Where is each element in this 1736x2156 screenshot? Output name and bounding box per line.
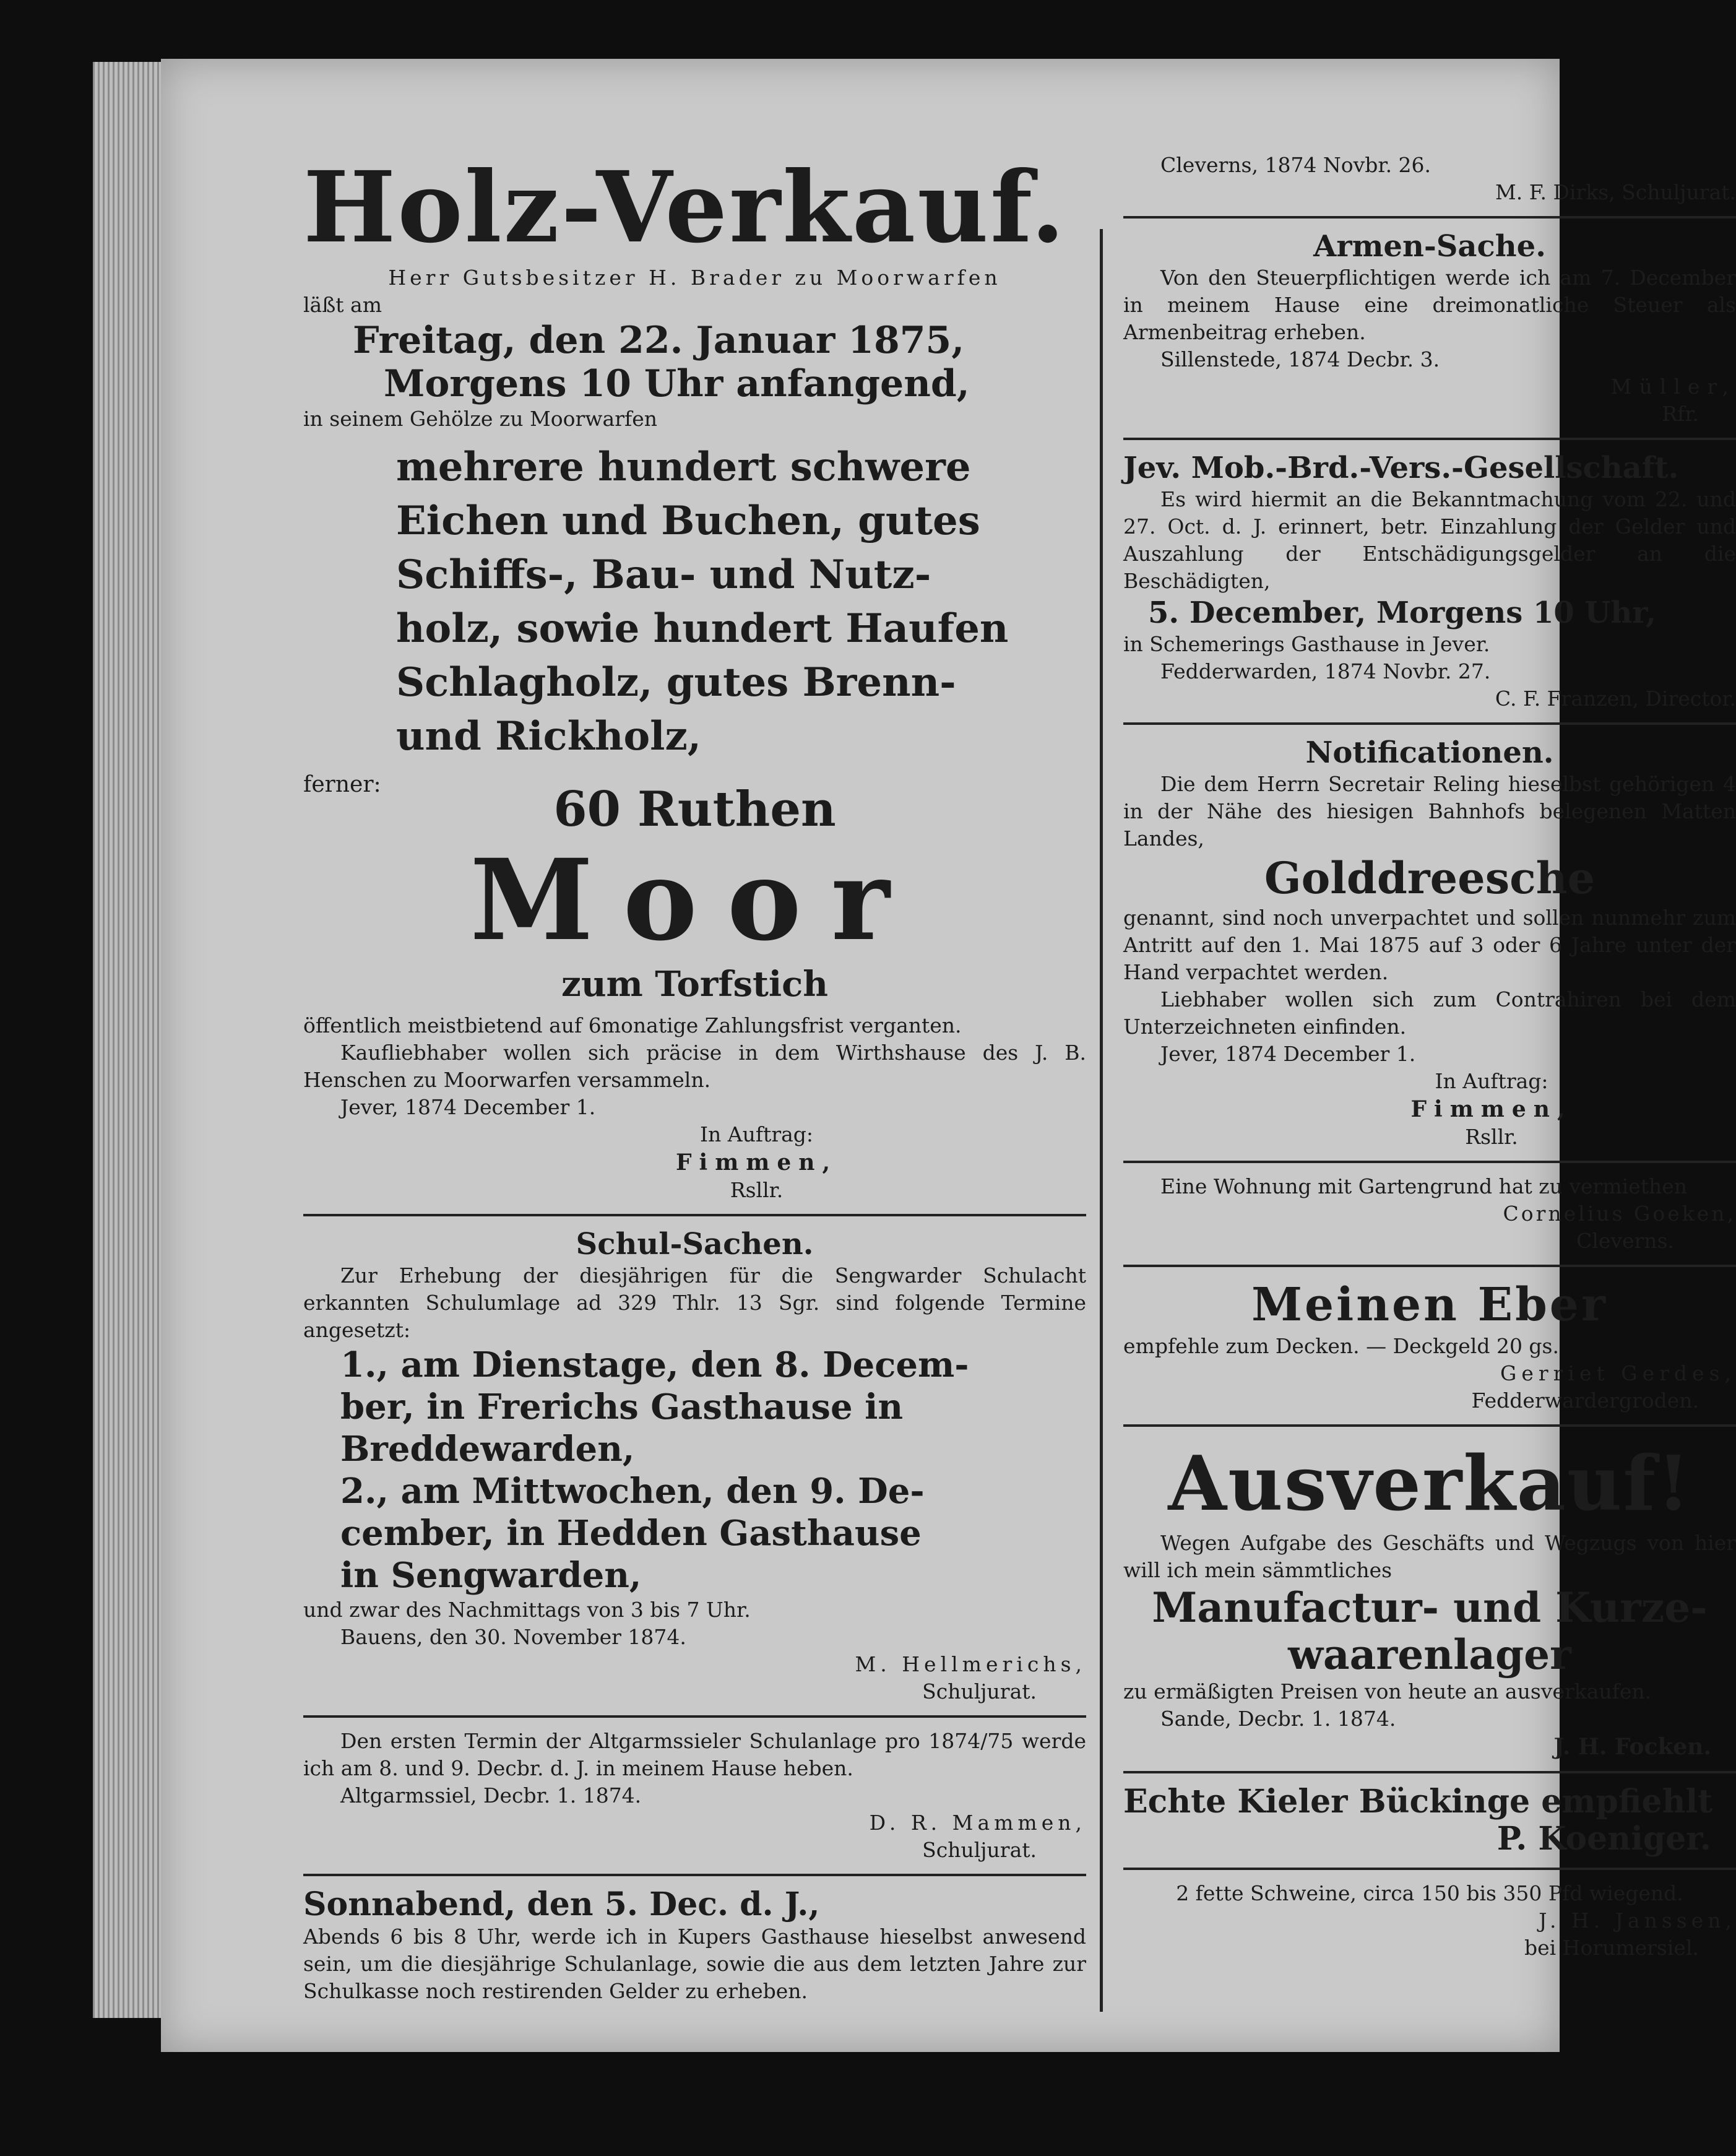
ad-text: Den ersten Termin der Altgarmssieler Schulanlage pro 1874/75 werde ich am 8. und 9. Decbr. d. J. in meinem Hause heben. bbox=[303, 1729, 1086, 1780]
newspaper-page bbox=[161, 59, 1736, 2052]
ad-text: Liebhaber wollen sich zum Contrahiren bei dem Unterzeichneten einfinden. bbox=[1123, 987, 1736, 1039]
place: bei Horumersiel. bbox=[1524, 1936, 1699, 1960]
section-rule bbox=[303, 1715, 1086, 1718]
signer: J. H. Focken. bbox=[1553, 1734, 1711, 1760]
ausverkauf-ad bbox=[1123, 1437, 1736, 1761]
signer: Fimmen, bbox=[675, 1149, 838, 1175]
holz-verkauf-ad bbox=[303, 152, 1086, 1204]
auftrag-label: In Auftrag: bbox=[699, 1122, 814, 1146]
ad-text: genannt, sind noch unverpachtet und sollen nunmehr zum Antritt auf den 1. Mai 1875 auf 3 oder 6 Jahre unter der Hand verpachtet werden. bbox=[1123, 906, 1736, 984]
signer: M. F. Dirks, Schuljurat. bbox=[1495, 180, 1736, 204]
term-line: in Sengwarden, bbox=[340, 1555, 642, 1596]
ad-text: zu ermäßigten Preisen von heute an ausverkaufen. bbox=[1123, 1679, 1652, 1704]
signer: D. R. Mammen, bbox=[869, 1811, 1086, 1835]
section-rule bbox=[1123, 216, 1736, 219]
ad-text: Kaufliebhaber wollen sich präcise in dem Wirthshause des J. B. Henschen zu Moorwarfen versammeln. bbox=[303, 1041, 1086, 1092]
section-rule bbox=[303, 1874, 1086, 1876]
ad-text: 2 fette Schweine, circa 150 bis 350 Pfd wiegend. bbox=[1176, 1881, 1683, 1905]
signer-title: Rsllr. bbox=[1465, 1125, 1518, 1149]
ad-title: Jev. Mob.-Brd.-Vers.-Gesellschaft. bbox=[1123, 451, 1679, 485]
auftrag-label: In Auftrag: bbox=[1435, 1069, 1548, 1093]
ad-title: Holz-Verkauf. bbox=[303, 150, 1067, 265]
signer-title: Rfr. bbox=[1662, 402, 1699, 426]
ad-title: Schul-Sachen. bbox=[576, 1227, 814, 1262]
term-line: Breddewarden, bbox=[340, 1429, 635, 1470]
signer-title: Schuljurat. bbox=[922, 1838, 1037, 1862]
term-line: ber, in Frerichs Gasthause in bbox=[340, 1387, 904, 1427]
ruthen-heading: 60 Ruthen bbox=[553, 781, 836, 838]
golddreesche-heading: Golddreesche bbox=[1264, 852, 1596, 904]
signer: J. H. Janssen, bbox=[1539, 1908, 1736, 1933]
place: Cleverns. bbox=[1576, 1229, 1674, 1253]
schul-sachen-ad bbox=[303, 1226, 1086, 1705]
wood-line: holz, sowie hundert Haufen bbox=[396, 605, 1009, 652]
ad-text: läßt am bbox=[303, 293, 382, 317]
wood-line: Schiffs-, Bau- und Nutz- bbox=[396, 552, 931, 598]
dateline: Jever, 1874 December 1. bbox=[340, 1095, 596, 1119]
section-rule bbox=[1123, 1265, 1736, 1267]
ad-text: Wegen Aufgabe des Geschäfts und Wegzugs von hier will ich mein sämmtliches bbox=[1123, 1531, 1736, 1582]
signer-title: Rsllr. bbox=[730, 1178, 784, 1202]
signer: P. Koeniger. bbox=[1496, 1820, 1711, 1858]
ad-title: Notificationen. bbox=[1305, 735, 1554, 770]
sale-date: Freitag, den 22. Januar 1875, bbox=[353, 319, 965, 362]
wood-line: Eichen und Buchen, gutes bbox=[396, 498, 980, 544]
dateline: Cleverns, 1874 Novbr. 26. bbox=[1160, 153, 1432, 177]
ad-text: Zur Erhebung der diesjährigen für die Sengwarder Schulacht erkannten Schulumlage ad 329 Thlr. 13 Sgr. sind folgende Termine angesetzt: bbox=[303, 1263, 1086, 1342]
ad-text: Herr Gutsbesitzer H. Brader zu Moorwarfen bbox=[388, 266, 1001, 290]
section-rule bbox=[1123, 1868, 1736, 1870]
notificationen-ad bbox=[1123, 735, 1736, 1151]
signer-title: Schuljurat. bbox=[922, 1679, 1037, 1704]
ad-text: Eine Wohnung mit Gartengrund hat zu vermiethen bbox=[1160, 1174, 1687, 1198]
ad-title: Ausverkauf! bbox=[1168, 1439, 1691, 1528]
ad-title: Sonnabend, den 5. Dec. d. J., bbox=[303, 1885, 820, 1923]
wood-line: mehrere hundert schwere bbox=[396, 444, 971, 490]
ad-text: und zwar des Nachmittags von 3 bis 7 Uhr. bbox=[303, 1598, 751, 1622]
column-divider bbox=[1100, 229, 1103, 2012]
ad-text: empfehle zum Decken. — Deckgeld 20 gs. bbox=[1123, 1334, 1559, 1358]
section-rule bbox=[1123, 1161, 1736, 1163]
dateline: Bauens, den 30. November 1874. bbox=[340, 1625, 686, 1649]
sonnabend-ad-continued bbox=[1123, 152, 1736, 206]
signer: Cornelius Goeken, bbox=[1503, 1201, 1736, 1226]
ad-text: in Schemerings Gasthause in Jever. bbox=[1123, 632, 1490, 656]
ad-text: Von den Steuerpflichtigen werde ich am 7. December in meinem Hause eine dreimonatliche Steuer als Armenbeitrag erheben. bbox=[1123, 266, 1736, 344]
dateline: Fedderwarden, 1874 Novbr. 27. bbox=[1160, 659, 1491, 683]
sale-time: Morgens 10 Uhr anfangend, bbox=[384, 362, 970, 405]
ad-text: in seinem Gehölze zu Moorwarfen bbox=[303, 407, 657, 431]
manufactur-heading: Manufactur- und Kurze- bbox=[1152, 1583, 1708, 1632]
kieler-ad bbox=[1123, 1783, 1736, 1858]
dateline: Sande, Decbr. 1. 1874. bbox=[1160, 1707, 1396, 1731]
altgarmssiel-ad bbox=[303, 1728, 1086, 1864]
term-line: 1., am Dienstage, den 8. Decem- bbox=[340, 1344, 969, 1385]
section-rule bbox=[1123, 722, 1736, 725]
ad-text: Die dem Herrn Secretair Reling hieselbst gehörigen 4 in der Nähe des hiesigen Bahnhofs belegenen Matten Landes, bbox=[1123, 772, 1736, 851]
wohnung-ad bbox=[1123, 1173, 1736, 1255]
term-line: 2., am Mittwochen, den 9. De- bbox=[340, 1471, 925, 1512]
manufactur-heading: waarenlager bbox=[1288, 1630, 1571, 1679]
wood-line: und Rickholz, bbox=[396, 713, 702, 760]
section-rule bbox=[303, 1214, 1086, 1216]
section-rule bbox=[1123, 1424, 1736, 1427]
ad-title: Echte Kieler Bückinge empfiehlt bbox=[1123, 1783, 1713, 1820]
sonnabend-ad bbox=[303, 1886, 1086, 2005]
ad-title: Meinen Eber bbox=[1251, 1278, 1608, 1331]
signer: Fimmen, bbox=[1410, 1096, 1573, 1122]
ad-text: Abends 6 bis 8 Uhr, werde ich in Kupers Gasthause hieselbst anwesend sein, um die diesjährige Schulanlage, sowie die aus dem letzten Jahre zur Schulkasse noch restirenden Gelder zu erheben. bbox=[303, 1924, 1086, 2003]
left-column bbox=[303, 152, 1086, 2005]
dateline: Sillenstede, 1874 Decbr. 3. bbox=[1160, 347, 1440, 371]
wood-line: Schlagholz, gutes Brenn- bbox=[396, 659, 956, 706]
term-line: cember, in Hedden Gasthause bbox=[340, 1513, 922, 1554]
meeting-date: 5. December, Morgens 10 Uhr, bbox=[1148, 595, 1656, 630]
jev-versicherung-ad bbox=[1123, 450, 1736, 712]
section-rule bbox=[1123, 1771, 1736, 1773]
ad-text: Es wird hiermit an die Bekanntmachung vom 22. und 27. Oct. d. J. erinnert, betr. Einzahlung der Gelder und Auszahlung der Entschädigungsgelder an die Beschädigten, bbox=[1123, 487, 1736, 593]
ad-text: öffentlich meistbietend auf 6monatige Zahlungsfrist verganten. bbox=[303, 1013, 962, 1037]
torf-heading: zum Torfstich bbox=[561, 964, 828, 1005]
ad-title: Armen-Sache. bbox=[1313, 229, 1546, 264]
section-rule bbox=[1123, 438, 1736, 440]
moor-heading: Moor bbox=[470, 835, 920, 966]
signer: Gerriet Gerdes, bbox=[1500, 1361, 1736, 1385]
dateline: Jever, 1874 December 1. bbox=[1160, 1042, 1416, 1066]
ad-text: ferner: bbox=[303, 772, 381, 797]
right-column bbox=[1123, 152, 1736, 1962]
eber-ad bbox=[1123, 1277, 1736, 1414]
signer: C. F. Franzen, Director. bbox=[1495, 686, 1736, 711]
place: Fedderwardergroden. bbox=[1471, 1388, 1699, 1413]
schweine-ad bbox=[1123, 1880, 1736, 1962]
armen-sache-ad bbox=[1123, 228, 1736, 428]
signer: M. Hellmerichs, bbox=[855, 1652, 1086, 1676]
signer: Müller, bbox=[1610, 374, 1736, 399]
dateline: Altgarmssiel, Decbr. 1. 1874. bbox=[340, 1783, 642, 1807]
